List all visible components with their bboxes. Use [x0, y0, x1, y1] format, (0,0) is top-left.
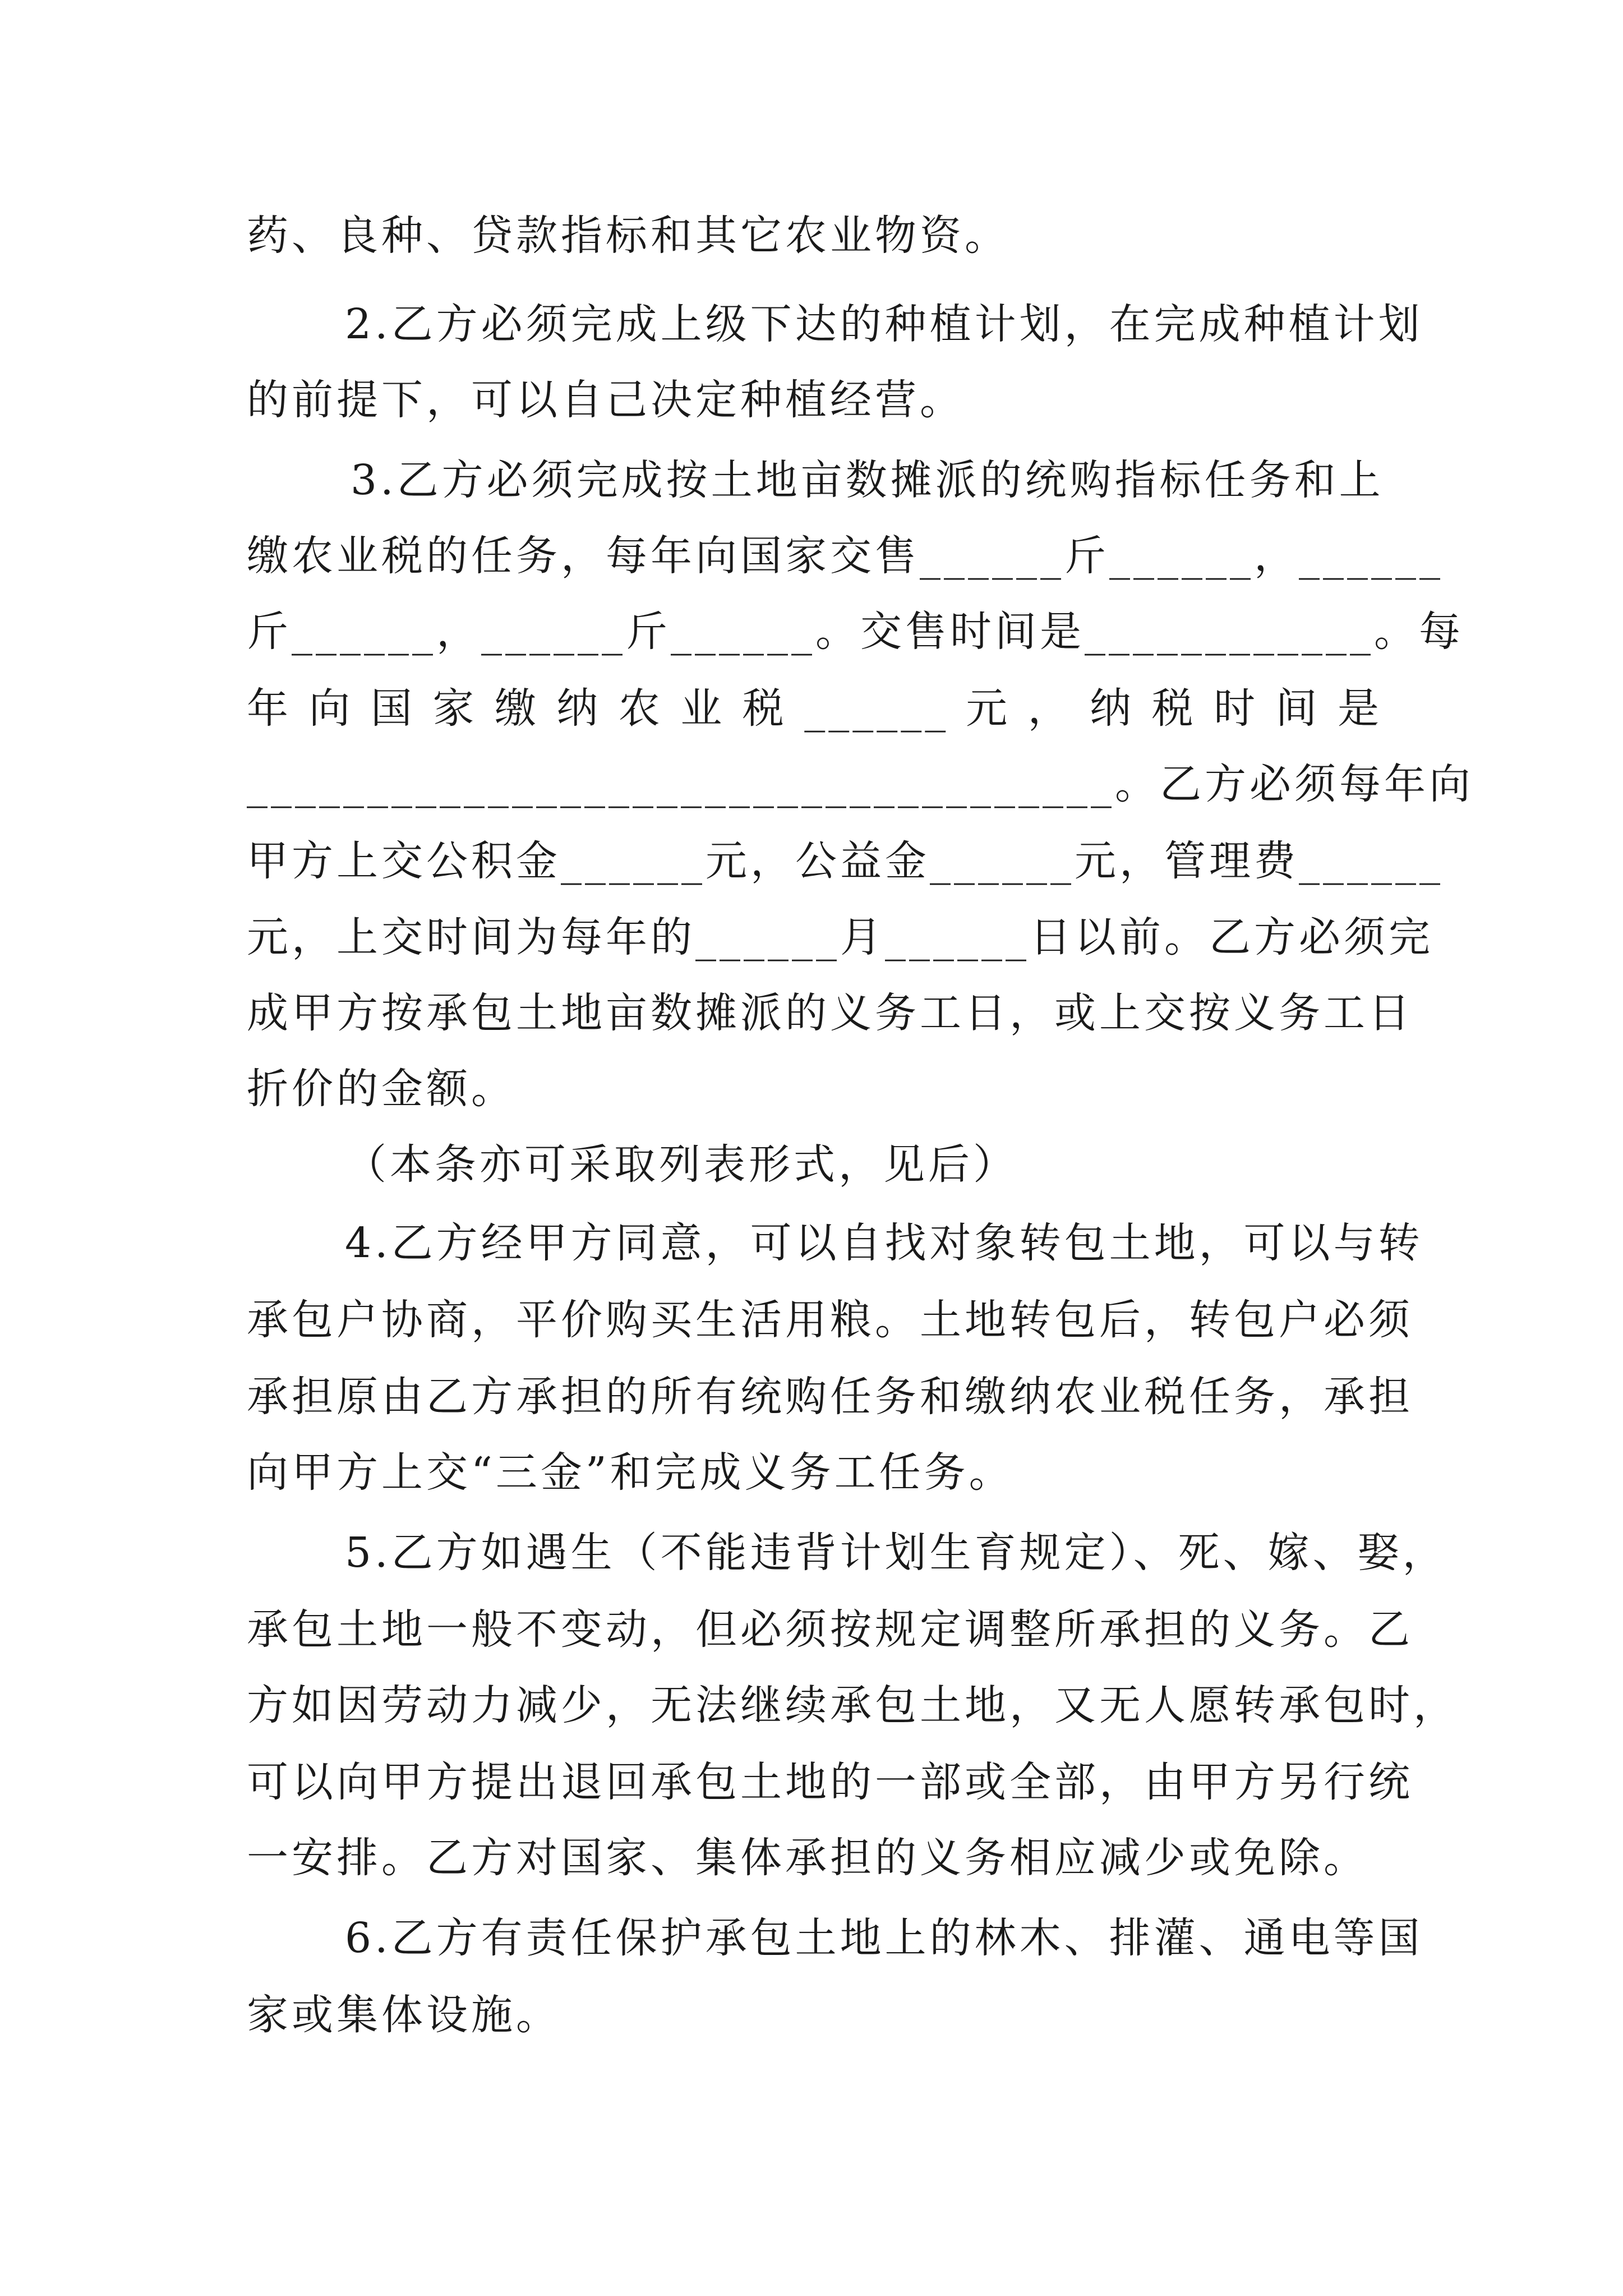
text-line: 2.乙方必须完成上级下达的种植计划，在完成种植计划	[345, 300, 1423, 348]
text-line: 6.乙方有责任保护承包土地上的林木、排灌、通电等国	[345, 1914, 1423, 1962]
text-line: 的前提下，可以自己决定种植经营。	[247, 376, 965, 424]
text-line: 药、良种、贷款指标和其它农业物资。	[247, 211, 1009, 260]
text-line: 成甲方按承包土地亩数摊派的义务工日，或上交按义务工日	[247, 989, 1413, 1037]
text-line: 承包土地一般不变动，但必须按规定调整所承担的义务。乙	[247, 1605, 1413, 1654]
text-line: 折价的金额。	[247, 1065, 516, 1113]
text-line: 承担原由乙方承担的所有统购任务和缴纳农业税任务，承担	[247, 1373, 1413, 1421]
text-line: 缴农业税的任务，每年向国家交售______斤______，______	[247, 532, 1444, 580]
text-line: 年 向 国 家 缴 纳 农 业 税 ______ 元 ， 纳 税 时 间 是	[247, 684, 1382, 733]
text-line: 甲方上交公积金______元，公益金______元，管理费______	[247, 837, 1444, 885]
text-line: 向甲方上交“三金”和完成义务工任务。	[247, 1448, 1014, 1497]
text-line: ____________________________________。乙方必须每年向	[247, 760, 1474, 808]
text-line: 斤______，______斤______。交售时间是____________。每	[247, 608, 1464, 656]
text-line: 4.乙方经甲方同意，可以自找对象转包土地，可以与转	[345, 1219, 1423, 1267]
text-line: （本条亦可采取列表形式，见后）	[345, 1140, 1018, 1189]
text-line: 承包户协商，平价购买生活用粮。土地转包后，转包户必须	[247, 1296, 1413, 1344]
text-line: 一安排。乙方对国家、集体承担的义务相应减少或免除。	[247, 1834, 1368, 1882]
text-line: 5.乙方如遇生（不能违背计划生育规定）、死、嫁、娶，	[345, 1529, 1447, 1577]
text-line: 家或集体设施。	[247, 1991, 561, 2039]
text-line: 元，上交时间为每年的______月______日以前。乙方必须完	[247, 913, 1433, 961]
text-line: 方如因劳动力减少，无法继续承包土地，又无人愿转承包时，	[247, 1681, 1458, 1729]
text-line: 可以向甲方提出退回承包土地的一部或全部，由甲方另行统	[247, 1758, 1413, 1806]
text-line: 3.乙方必须完成按土地亩数摊派的统购指标任务和上	[351, 456, 1384, 504]
